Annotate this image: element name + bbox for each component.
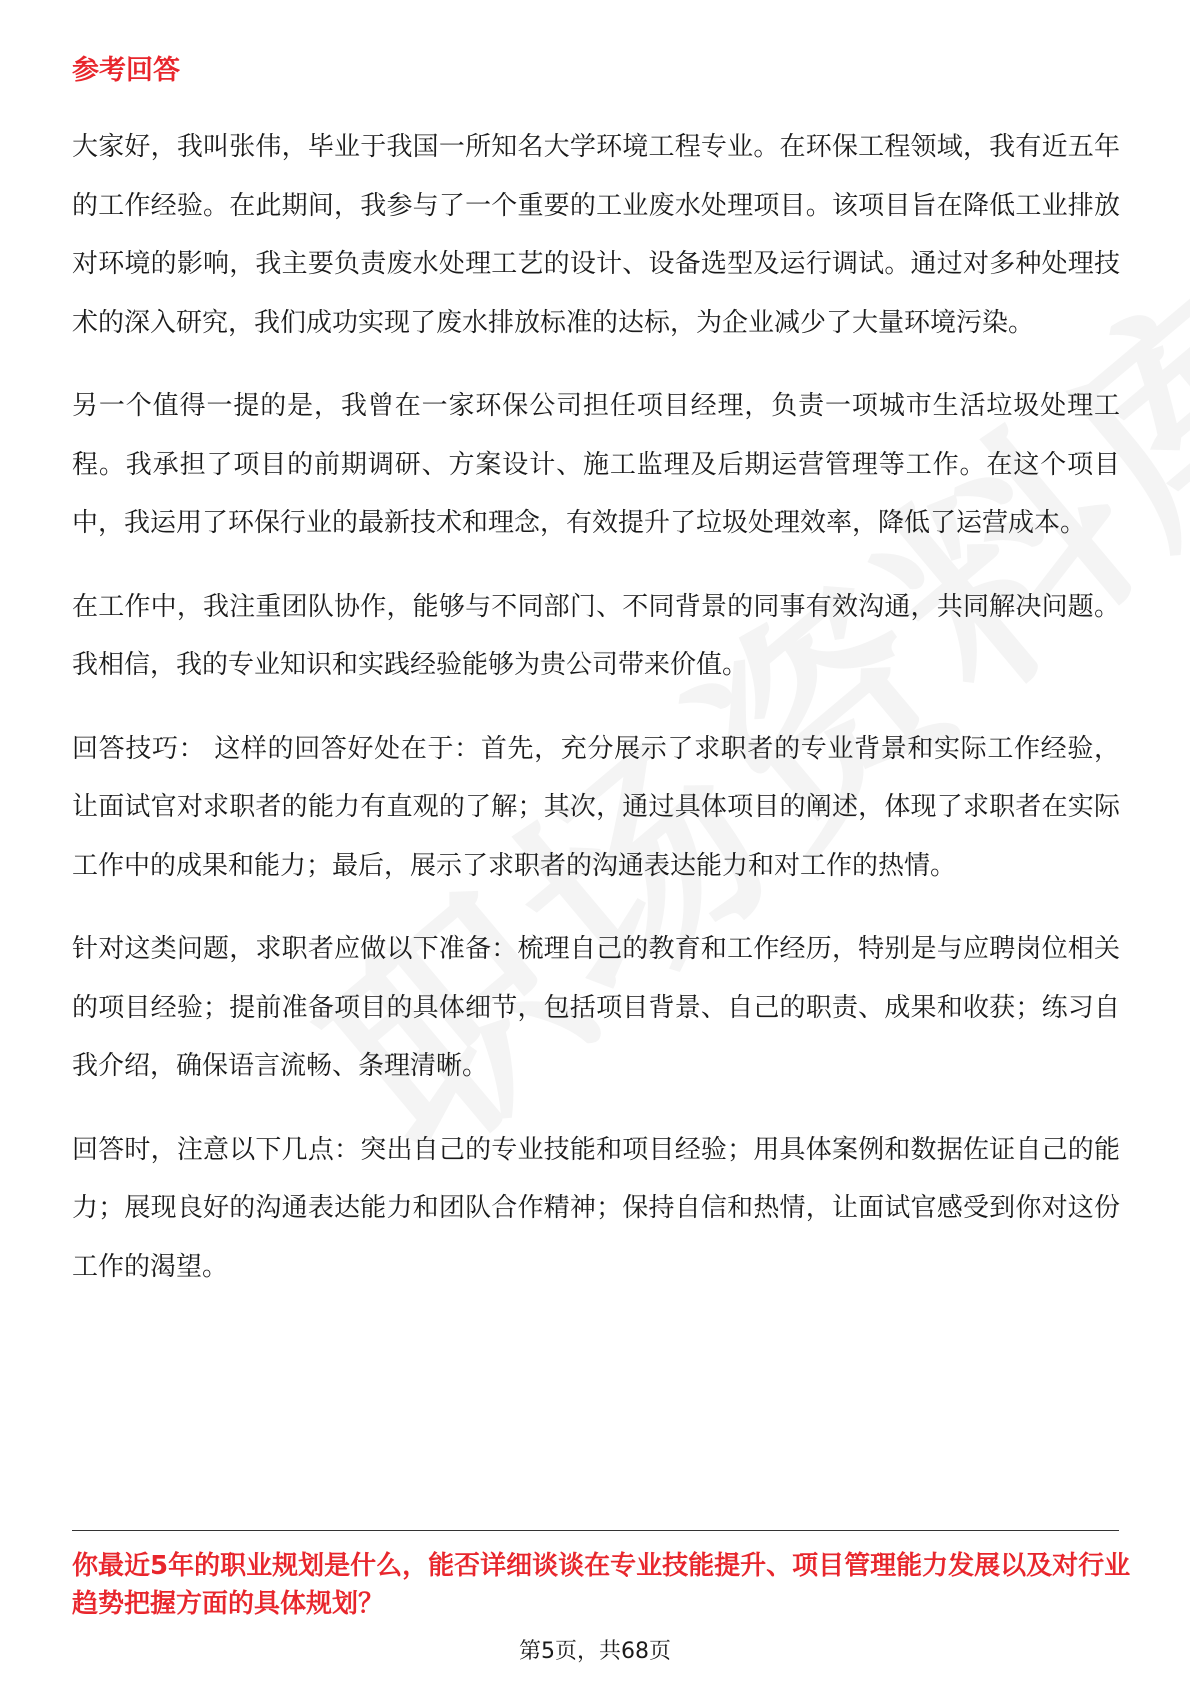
next-question-heading: 你最近5年的职业规划是什么，能否详细谈谈在专业技能提升、项目管理能力发展以及对行业趋势把握方面的具体规划？ (72, 1551, 1131, 1619)
paragraph-attention-points: 回答时，注意以下几点：突出自己的专业技能和项目经验；用具体案例和数据佐证自己的能力；展现良好的沟通表达能力和团队合作精神；保持自信和热情，让面试官感受到你对这份工作的渴望。 (72, 1134, 1120, 1282)
page-number-footer: 第5页，共68页 (519, 1639, 671, 1664)
paragraph-preparation: 针对这类问题，求职者应做以下准备：梳理自己的教育和工作经历，特别是与应聘岗位相关的项目经验；提前准备项目的具体细节，包括项目背景、自己的职责、成果和收获；练习自我介绍，确保语言流畅、条理清晰。 (72, 934, 1120, 1081)
section-divider (72, 1530, 1119, 1531)
paragraph-project-manager: 另一个值得一提的是，我曾在一家环保公司担任项目经理，负责一项城市生活垃圾处理工程。我承担了项目的前期调研、方案设计、施工监理及后期运营管理等工作。在这个项目中，我运用了环保行业的最新技术和理念，有效提升了垃圾处理效率，降低了运营成本。 (72, 391, 1120, 538)
paragraph-answer-tips: 回答技巧： 这样的回答好处在于：首先，充分展示了求职者的专业背景和实际工作经验，让面试官对求职者的能力有直观的了解；其次，通过具体项目的阐述，体现了求职者在实际工作中的成果和能力；最后，展示了求职者的沟通表达能力和对工作的热情。 (72, 733, 1120, 881)
section-heading: 参考回答 (72, 55, 180, 86)
answer-body (72, 118, 1120, 1321)
paragraph-intro: 大家好，我叫张伟，毕业于我国一所知名大学环境工程专业。在环保工程领域，我有近五年的工作经验。在此期间，我参与了一个重要的工业废水处理项目。该项目旨在降低工业排放对环境的影响，我主要负责废水处理工艺的设计、设备选型及运行调试。通过对多种处理技术的深入研究，我们成功实现了废水排放标准的达标，为企业减少了大量环境污染。 (72, 132, 1120, 338)
paragraph-teamwork: 在工作中，我注重团队协作，能够与不同部门、不同背景的同事有效沟通，共同解决问题。我相信，我的专业知识和实践经验能够为贵公司带来价值。 (72, 591, 1120, 680)
